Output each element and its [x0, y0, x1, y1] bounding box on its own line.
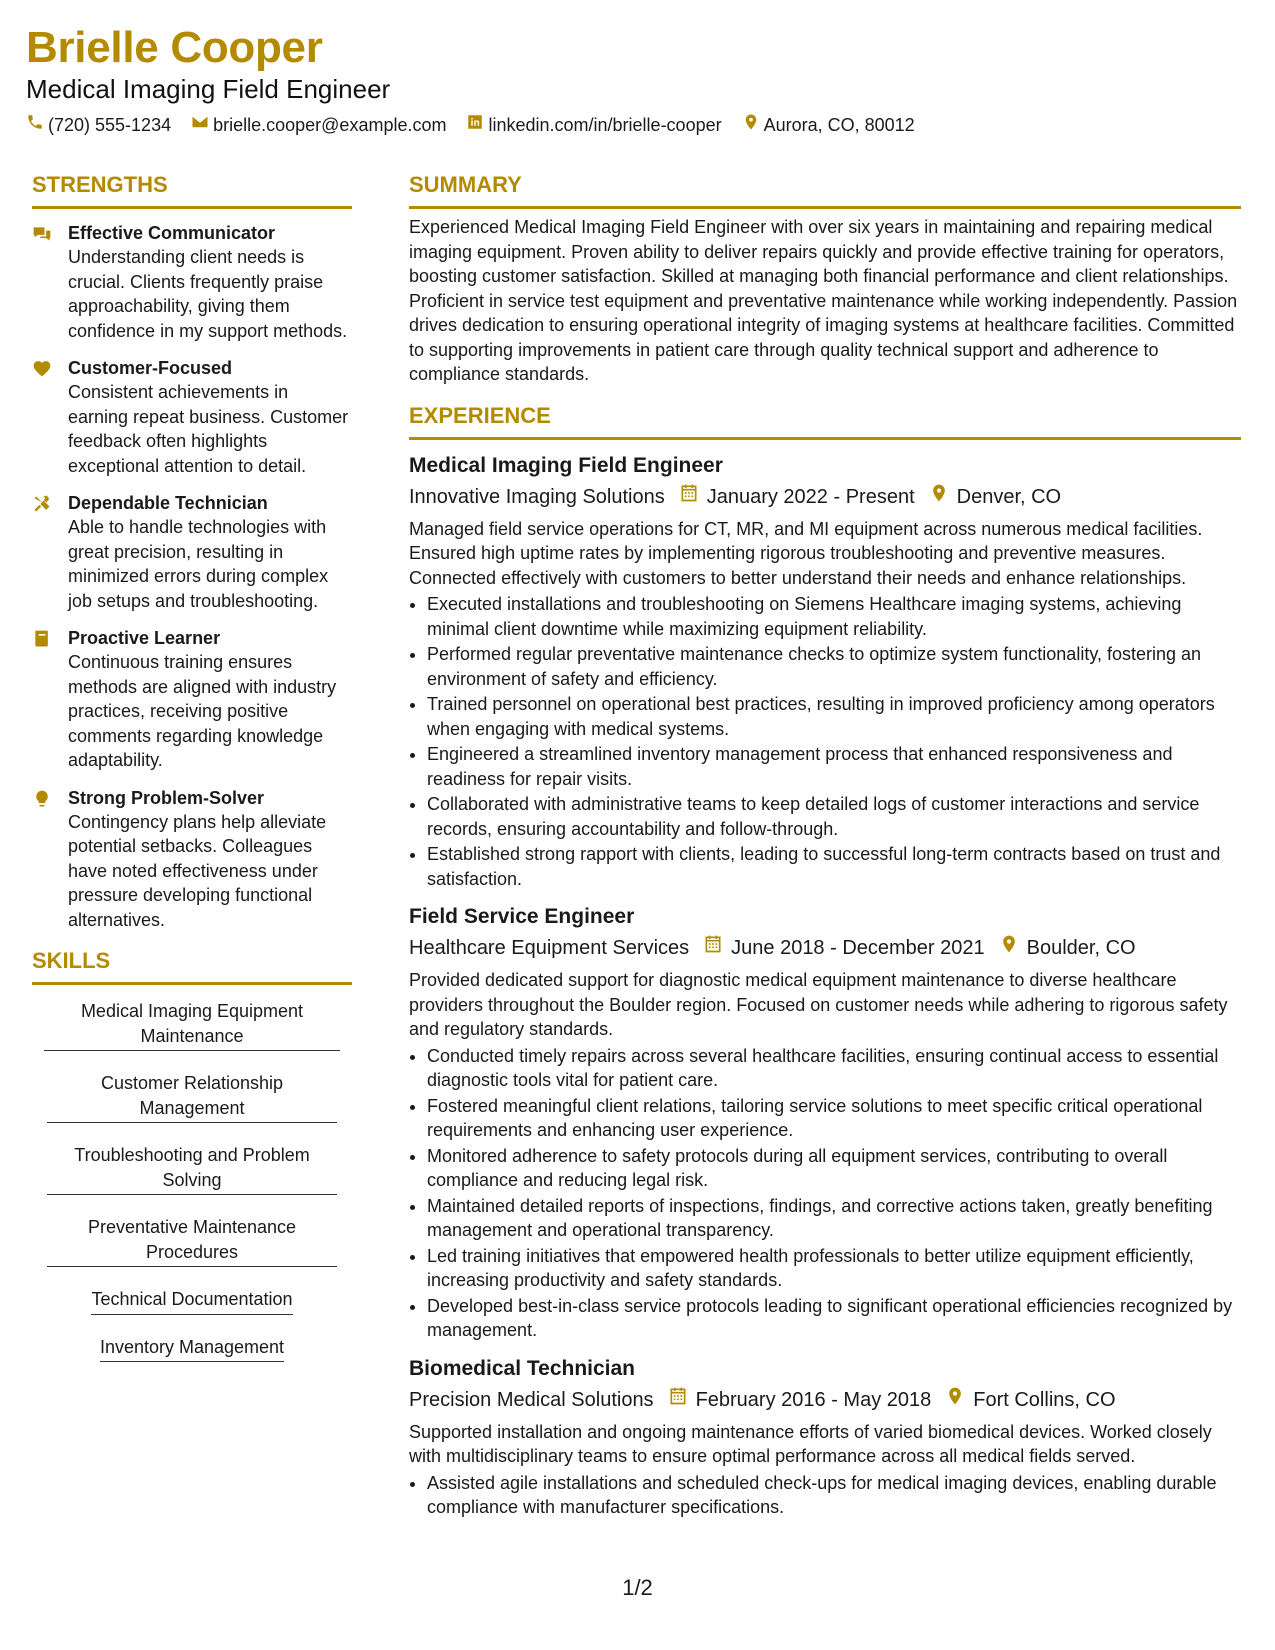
job-entry: [409, 1355, 1241, 1520]
job-description: Supported installation and ongoing maintenance efforts of varied biomedical devices. Worked closely with multidisciplinary teams to ensure optimal performance across all medical fields served.: [409, 1421, 1212, 1466]
job-description: Managed field service operations for CT, MR, and MI equipment across numerous medical facilities. Ensured high uptime rates by implementing rigorous troubleshooting and preventive measures. Connected effectively with customers to better understand their needs and enhance relationships.: [409, 518, 1203, 588]
list-item: • Executed installations and troubleshooting on Siemens Healthcare imaging systems, achieving minimal client downtime while maximizing equipment reliability.: [427, 592, 1241, 641]
company-name: Innovative Imaging Solutions: [409, 485, 665, 508]
skill-item: Technical Documentation: [91, 1287, 292, 1315]
tools-icon: [32, 491, 68, 613]
contact-bar: [26, 113, 1249, 137]
skills-heading: SKILLS: [32, 946, 352, 985]
job-bullets: [409, 1471, 1241, 1520]
job-location: Fort Collins, CO: [973, 1388, 1116, 1411]
strength-desc: Continuous training ensures methods are aligned with industry practices, receiving positive comments regarding knowledge adaptability.: [68, 652, 337, 770]
heart-icon: [32, 356, 68, 478]
job-meta: [409, 934, 1241, 962]
resume-header: [26, 22, 1249, 137]
book-icon: [32, 626, 68, 773]
strength-desc: Contingency plans help alleviate potential setbacks. Colleagues have noted effectiveness under pressure developing functional alternatives.: [68, 811, 327, 930]
strength-desc: Able to handle technologies with great precision, resulting in minimized errors during complex job setups and troubleshooting.: [68, 517, 329, 611]
strength-item: [32, 626, 352, 773]
chat-bubbles-icon: [32, 221, 68, 343]
contact-linkedin[interactable]: [466, 113, 721, 137]
candidate-name: Brielle Cooper: [26, 23, 323, 72]
email-text[interactable]: brielle.cooper@example.com: [213, 115, 447, 135]
strength-desc: Understanding client needs is crucial. Clients frequently praise approachability, giving them confidence in my support methods.: [68, 247, 348, 341]
strength-item: [32, 491, 352, 613]
job-location: Denver, CO: [956, 485, 1062, 508]
skills-list: [32, 999, 352, 1382]
envelope-icon: [191, 113, 209, 137]
phone-text: (720) 555-1234: [48, 115, 172, 135]
experience-heading: EXPERIENCE: [409, 401, 1241, 440]
location-text: Aurora, CO, 80012: [763, 115, 915, 135]
job-entry: [409, 903, 1241, 1343]
list-item: • Trained personnel on operational best practices, resulting in improved proficiency among operators when engaging with medical systems.: [427, 692, 1241, 741]
job-dates: January 2022 - Present: [706, 485, 915, 508]
strength-title: Strong Problem-Solver: [68, 787, 265, 808]
job-title: Biomedical Technician: [409, 1356, 636, 1380]
strength-item: [32, 356, 352, 478]
strength-title: Effective Communicator: [68, 223, 276, 243]
list-item: • Developed best-in-class service protocols leading to significant operational efficiencies recognized by management.: [427, 1294, 1241, 1343]
lightbulb-icon: [32, 786, 68, 933]
job-meta: [409, 483, 1241, 511]
left-column: [32, 170, 352, 1382]
skill-item: Preventative Maintenance Procedures: [47, 1215, 337, 1267]
company-name: Precision Medical Solutions: [409, 1388, 654, 1411]
contact-phone: [26, 113, 171, 137]
summary-text: Experienced Medical Imaging Field Engineer with over six years in maintaining and repairing medical imaging equipment. Proven ability to deliver repairs quickly and provide effective training for operators, boosting customer satisfaction. Skilled at managing both financial performance and client relationships. Proficient in service test equipment and preventative maintenance while working independently. Passion drives dedication to ensuring operational integrity of imaging systems at healthcare facilities. Committed to supporting improvements in patient care through quality technical support and adherence to compliance standards.: [409, 217, 1238, 384]
list-item: • Monitored adherence to safety protocols during all equipment services, contributing to overall compliance and reducing legal risk.: [427, 1144, 1241, 1193]
calendar-icon: [654, 1386, 696, 1414]
contact-location: [742, 113, 915, 137]
calendar-icon: [689, 934, 731, 962]
list-item: • Established strong rapport with clients, leading to successful long-term contracts based on trust and satisfaction.: [427, 842, 1241, 891]
list-item: • Engineered a streamlined inventory management process that enhanced responsiveness and readiness for repair visits.: [427, 742, 1241, 791]
skill-item: Inventory Management: [100, 1335, 284, 1363]
strengths-heading: STRENGTHS: [32, 170, 352, 209]
job-location: Boulder, CO: [1026, 937, 1136, 959]
strength-title: Customer-Focused: [68, 358, 233, 378]
skill-item: Customer Relationship Management: [47, 1071, 337, 1123]
map-pin-icon: [742, 113, 760, 137]
right-column: [409, 170, 1241, 1521]
job-title: Medical Imaging Field Engineer: [409, 453, 723, 477]
list-item: • Led training initiatives that empowered health professionals to better utilize equipment efficiently, increasing productivity and safety standards.: [427, 1244, 1241, 1293]
strength-desc: Consistent achievements in earning repeat business. Customer feedback often highlights exceptional attention to detail.: [68, 382, 349, 476]
contact-email[interactable]: [191, 113, 446, 137]
map-pin-icon: [915, 483, 957, 511]
job-description: Provided dedicated support for diagnostic medical equipment maintenance to diverse healthcare providers throughout the Boulder region. Focused on customer needs while adhering to rigorous safety and regulatory standards.: [409, 970, 1228, 1039]
list-item: • Conducted timely repairs across several healthcare facilities, ensuring continual access to essential diagnostic tools vital for patient care.: [427, 1044, 1241, 1093]
company-name: Healthcare Equipment Services: [409, 937, 690, 959]
job-dates: June 2018 - December 2021: [731, 937, 985, 959]
summary-heading: SUMMARY: [409, 170, 1241, 209]
page-number: 1/2: [622, 1575, 653, 1600]
list-item: • Performed regular preventative maintenance checks to optimize system functionality, fostering an environment of safety and efficiency.: [427, 642, 1241, 691]
linkedin-icon: [466, 113, 484, 137]
job-meta: [409, 1386, 1241, 1414]
list-item: • Maintained detailed reports of inspections, findings, and corrective actions taken, greatly benefiting management and operational transparency.: [427, 1194, 1241, 1243]
strengths-list: [32, 221, 352, 932]
strength-title: Proactive Learner: [68, 628, 221, 648]
list-item: • Fostered meaningful client relations, tailoring service solutions to meet specific critical operational requirements and enhancing user experience.: [427, 1094, 1241, 1143]
list-item: • Assisted agile installations and scheduled check-ups for medical imaging devices, enabling durable compliance with manufacturer specifications.: [427, 1471, 1241, 1520]
strength-item: [32, 786, 352, 933]
calendar-icon: [665, 483, 707, 511]
skill-item: Medical Imaging Equipment Maintenance: [44, 999, 340, 1051]
job-title: Field Service Engineer: [409, 905, 635, 928]
map-pin-icon: [985, 934, 1027, 962]
job-bullets: [409, 1044, 1241, 1343]
map-pin-icon: [931, 1386, 973, 1414]
list-item: • Collaborated with administrative teams to keep detailed logs of customer interactions and service records, ensuring accountability and follow-through.: [427, 792, 1241, 841]
phone-icon: [26, 113, 44, 137]
skill-item: Troubleshooting and Problem Solving: [47, 1143, 337, 1195]
job-entry: [409, 452, 1241, 892]
strength-title: Dependable Technician: [68, 493, 268, 513]
linkedin-text[interactable]: linkedin.com/in/brielle-cooper: [488, 115, 722, 135]
candidate-title: Medical Imaging Field Engineer: [26, 74, 391, 104]
strength-item: [32, 221, 352, 343]
job-bullets: [409, 592, 1241, 891]
job-dates: February 2016 - May 2018: [695, 1388, 932, 1411]
